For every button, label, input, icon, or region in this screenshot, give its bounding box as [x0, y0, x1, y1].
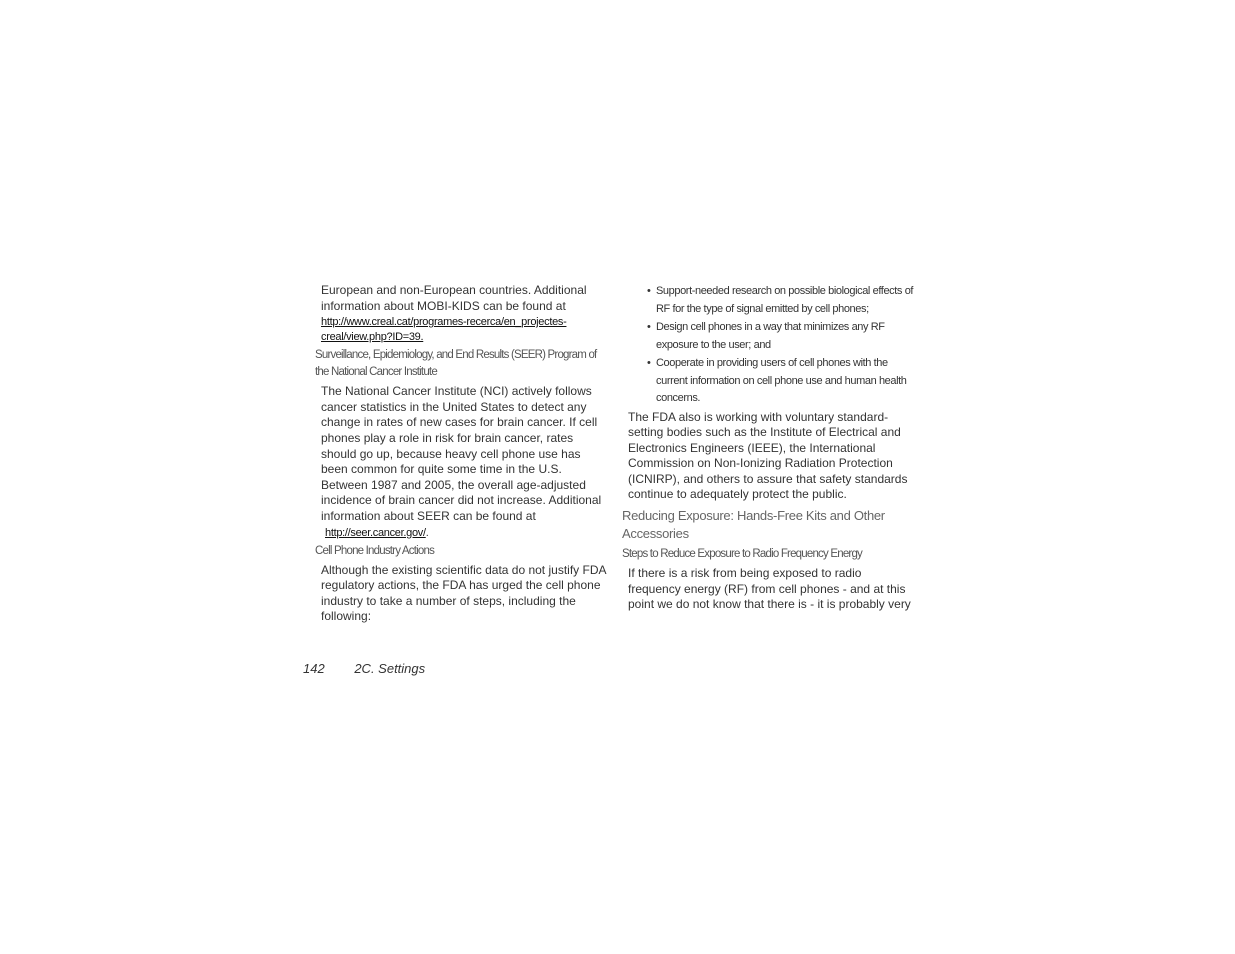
- steps-heading: Steps to Reduce Exposure to Radio Frequency Energy: [622, 548, 862, 561]
- fda-steps-list: [622, 283, 917, 408]
- industry-actions-paragraph: Although the existing scientific data do not justify FDA regulatory actions, the FDA has urged the cell phone industry to take a number of steps, including the following:: [321, 562, 606, 624]
- bullet-icon: •: [647, 285, 651, 297]
- bullet-icon: •: [647, 321, 651, 333]
- seer-link[interactable]: http://seer.cancer.gov/: [325, 526, 426, 539]
- section-title: 2C. Settings: [354, 661, 426, 676]
- mobi-kids-paragraph: European and non-European countries. Additional information about MOBI-KIDS can be found at: [321, 283, 587, 313]
- page-footer: [303, 661, 425, 676]
- bullet-icon: •: [647, 357, 651, 369]
- seer-link-period: .: [425, 526, 429, 539]
- rf-risk-paragraph: If there is a risk from being exposed to radio frequency energy (RF) from cell phones - and at this point we do not know that there is - it is probably very: [628, 566, 911, 612]
- page-number: 142: [303, 661, 325, 676]
- list-item: [647, 319, 917, 354]
- list-item: [647, 355, 917, 408]
- left-column: [315, 283, 610, 625]
- seer-link-line: [325, 525, 610, 541]
- reducing-exposure-heading: Reducing Exposure: Hands-Free Kits and Other Accessories: [622, 508, 885, 542]
- creal-link[interactable]: http://www.creal.cat/programes-recerca/en_projectes-creal/view.php?ID=39.: [321, 316, 567, 344]
- right-column: [622, 283, 917, 613]
- list-item-text: Support-needed research on possible biological effects of RF for the type of signal emitted by cell phones;: [656, 285, 914, 315]
- fda-standards-paragraph: The FDA also is working with voluntary standard-setting bodies such as the Institute of Electrical and Electronics Engineers (IEEE), the International Commission on Non-Ionizing Radiation Protection (ICNIRP), and others to assure that safety standards continue to adequately protect the public.: [628, 409, 908, 502]
- list-item-text: Cooperate in providing users of cell phones with the current information on cell phone use and human health concerns.: [656, 357, 907, 404]
- industry-actions-heading: Cell Phone Industry Actions: [315, 544, 435, 557]
- seer-heading: Surveillance, Epidemiology, and End Results (SEER) Program of the National Cancer Institute: [315, 349, 597, 379]
- list-item: [647, 283, 917, 318]
- nci-paragraph: The National Cancer Institute (NCI) actively follows cancer statistics in the United States to detect any change in rates of new cases for brain cancer. If cell phones play a role in risk for brain cancer, rates should go up, because heavy cell phone use has been common for quite some time in the U.S. Between 1987 and 2005, the overall age-adjusted incidence of brain cancer did not increase. Additional information about SEER can be found at: [321, 384, 602, 523]
- list-item-text: Design cell phones in a way that minimizes any RF exposure to the user; and: [656, 321, 885, 351]
